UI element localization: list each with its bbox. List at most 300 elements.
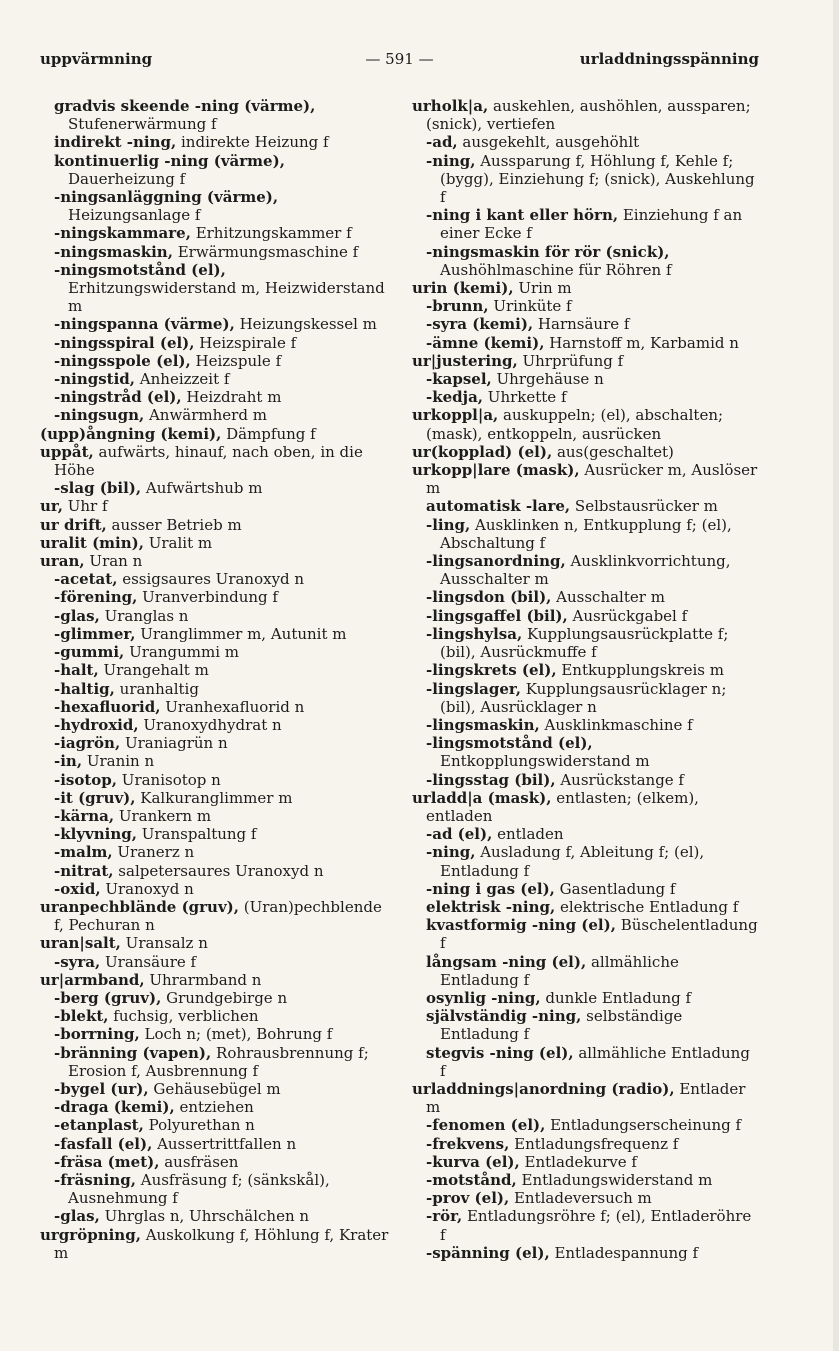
entry-headword: -brunn, bbox=[426, 297, 489, 316]
dictionary-entry bbox=[40, 771, 395, 789]
entry-headword: -malm, bbox=[54, 843, 113, 862]
entry-headword: -lingshylsa, bbox=[426, 624, 523, 643]
dictionary-entry bbox=[412, 734, 759, 770]
entry-translation: Uraniagrün n bbox=[120, 734, 228, 753]
entry-translation: auskehlen, aushöhlen, aussparen; (snick), vertiefen bbox=[426, 97, 751, 134]
entry-headword: -fräsa (met), bbox=[54, 1152, 160, 1171]
entry-translation: Uranoxyd n bbox=[100, 879, 194, 898]
entry-headword: självständig -ning, bbox=[426, 1007, 582, 1026]
entry-translation: Erhitzungskammer f bbox=[190, 224, 352, 243]
dictionary-entry bbox=[40, 862, 395, 880]
entry-translation: Ausschalter m bbox=[551, 588, 665, 607]
entry-headword: -ad, bbox=[426, 133, 458, 152]
entry-headword: ur|armband, bbox=[40, 970, 145, 989]
dictionary-entry bbox=[412, 133, 759, 151]
entry-headword: -bränning (vapen), bbox=[54, 1043, 212, 1062]
entry-headword: -fräsning, bbox=[54, 1170, 136, 1189]
entry-translation: allmähliche Entladung f bbox=[440, 952, 679, 989]
entry-translation: Uhrkette f bbox=[483, 388, 567, 407]
entry-translation: Heizspule f bbox=[190, 351, 282, 370]
entry-headword: -hexafluorid, bbox=[54, 697, 161, 716]
entry-translation: Harnstoff m, Karbamid n bbox=[544, 333, 739, 352]
entry-headword: -förening, bbox=[54, 588, 138, 607]
dictionary-entry bbox=[40, 552, 395, 570]
entry-headword: -ningsmaskin, bbox=[54, 242, 173, 261]
entry-headword: urladdnings|anordning (radio), bbox=[412, 1079, 675, 1098]
entry-translation: Uranglas n bbox=[99, 606, 189, 625]
dictionary-entry bbox=[40, 698, 395, 716]
entry-headword: uranpechblände (gruv), bbox=[40, 897, 239, 916]
entry-translation: selbständige Entladung f bbox=[440, 1007, 683, 1044]
entry-translation: auskuppeln; (el), abschalten; (mask), entkoppeln, ausrücken bbox=[426, 406, 724, 443]
entry-translation: entlasten; (elkem), entladen bbox=[426, 788, 699, 825]
entry-translation: ausser Betrieb m bbox=[106, 515, 242, 534]
dictionary-entry bbox=[412, 552, 759, 588]
entry-headword: osynlig -ning, bbox=[426, 988, 541, 1007]
entry-translation: Auskolkung f, Höhlung f, Krater m bbox=[54, 1225, 389, 1262]
entry-headword: -ningstråd (el), bbox=[54, 388, 182, 407]
dictionary-entry bbox=[40, 607, 395, 625]
entry-headword: -ning i kant eller hörn, bbox=[426, 206, 619, 225]
entry-headword: -etanplast, bbox=[54, 1116, 144, 1135]
entry-translation: Heizungsanlage f bbox=[68, 206, 201, 225]
page-header bbox=[40, 50, 759, 74]
entry-translation: Kupplungsausrücklager n; (bil), Ausrücklager n bbox=[440, 679, 727, 716]
entry-translation: Ausfräsung f; (sänkskål), Ausnehmung f bbox=[68, 1170, 330, 1208]
dictionary-entry bbox=[40, 315, 395, 333]
dictionary-entry bbox=[412, 680, 759, 716]
entry-headword: -ningstid, bbox=[54, 370, 136, 389]
dictionary-entry bbox=[40, 334, 395, 352]
dictionary-entry bbox=[412, 588, 759, 606]
entry-headword: -isotop, bbox=[54, 770, 118, 789]
entry-headword: -borrning, bbox=[54, 1025, 140, 1044]
page-edge bbox=[833, 0, 839, 1351]
dictionary-entry bbox=[40, 516, 395, 534]
entry-headword: urkopp|lare (mask), bbox=[412, 461, 580, 480]
entry-headword: urkoppl|a, bbox=[412, 406, 499, 425]
entry-headword: -ling, bbox=[426, 515, 471, 534]
dictionary-entry bbox=[40, 716, 395, 734]
dictionary-entry bbox=[40, 1098, 395, 1116]
entry-headword: uran|salt, bbox=[40, 934, 121, 953]
entry-translation: Entladespannung f bbox=[549, 1243, 699, 1262]
dictionary-entry bbox=[412, 1171, 759, 1189]
dictionary-entry bbox=[412, 898, 759, 916]
dictionary-entry bbox=[412, 789, 759, 825]
entry-translation: Uhrprüfung f bbox=[517, 351, 624, 370]
dictionary-entry bbox=[40, 1153, 395, 1171]
entry-translation: Uranerz n bbox=[112, 843, 195, 862]
entry-translation: Ausklinken n, Entkupplung f; (el), Abschaltung f bbox=[440, 515, 732, 552]
dictionary-entry bbox=[412, 1189, 759, 1207]
entry-translation: Entkupplungskreis m bbox=[556, 661, 724, 680]
dictionary-entry bbox=[40, 1080, 395, 1098]
dictionary-entry bbox=[40, 1116, 395, 1134]
entry-translation: Ausklinkvorrichtung, Ausschalter m bbox=[440, 552, 731, 589]
dictionary-entry bbox=[40, 261, 395, 316]
dictionary-entry bbox=[412, 1044, 759, 1080]
entry-translation: Uhr f bbox=[62, 497, 108, 516]
right-column bbox=[412, 97, 759, 1262]
entry-headword: -ning, bbox=[426, 843, 476, 862]
entry-translation: Uransalz n bbox=[120, 934, 208, 953]
entry-headword: uppåt, bbox=[40, 442, 94, 461]
entry-translation: Stufenerwärmung f bbox=[68, 115, 217, 134]
entry-headword: -lingslager, bbox=[426, 679, 521, 698]
entry-translation: aus(geschaltet) bbox=[552, 442, 674, 461]
entry-translation: Uransäure f bbox=[100, 952, 197, 971]
entry-translation: Uranisotop n bbox=[117, 770, 221, 789]
entry-headword: -kapsel, bbox=[426, 370, 492, 389]
dictionary-entry bbox=[40, 1044, 395, 1080]
dictionary-entry bbox=[412, 297, 759, 315]
entry-headword: -gummi, bbox=[54, 643, 125, 662]
dictionary-entry bbox=[40, 1025, 395, 1043]
entry-translation: Loch n; (met), Bohrung f bbox=[139, 1025, 333, 1044]
dictionary-entry bbox=[412, 461, 759, 497]
dictionary-entry bbox=[40, 570, 395, 588]
dictionary-entry bbox=[40, 443, 395, 479]
entry-headword: -ningsmaskin för rör (snick), bbox=[426, 242, 670, 261]
entry-headword: -lingsstag (bil), bbox=[426, 770, 556, 789]
header-left-guideword: uppvärmning bbox=[40, 50, 153, 68]
entry-headword: elektrisk -ning, bbox=[426, 897, 556, 916]
dictionary-entry bbox=[40, 1207, 395, 1225]
entry-headword: -ningsugn, bbox=[54, 406, 145, 425]
entry-translation: Entladeversuch m bbox=[509, 1189, 652, 1208]
entry-headword: -glimmer, bbox=[54, 624, 136, 643]
header-right-guideword: urladdningsspänning bbox=[579, 50, 759, 68]
entry-headword: gradvis skeende -ning (värme), bbox=[54, 97, 316, 115]
entry-translation: ausgekehlt, ausgehöhlt bbox=[457, 133, 640, 152]
dictionary-entry bbox=[40, 370, 395, 388]
dictionary-entry bbox=[412, 843, 759, 879]
entry-headword: stegvis -ning (el), bbox=[426, 1043, 574, 1062]
entry-translation: Gasentladung f bbox=[554, 879, 676, 898]
entry-headword: -oxid, bbox=[54, 879, 101, 898]
dictionary-entry bbox=[412, 516, 759, 552]
entry-headword: ur(kopplad) (el), bbox=[412, 442, 553, 461]
entry-headword: -ningskammare, bbox=[54, 224, 191, 243]
entry-translation: Uranverbindung f bbox=[137, 588, 278, 607]
entry-headword: -ningsspiral (el), bbox=[54, 333, 195, 352]
entry-headword: -in, bbox=[54, 752, 83, 771]
dictionary-entry bbox=[412, 1007, 759, 1043]
entry-translation: Uralit m bbox=[143, 533, 213, 552]
entry-translation: Ausrückstange f bbox=[555, 770, 684, 789]
entry-translation: Harnsäure f bbox=[533, 315, 630, 334]
entry-translation: Einziehung f an einer Ecke f bbox=[440, 206, 743, 243]
entry-translation: Aussparung f, Höhlung f, Kehle f; (bygg), Einziehung f; (snick), Auskehlung f bbox=[440, 151, 755, 207]
entry-headword: -syra, bbox=[54, 952, 101, 971]
entry-translation: essigsaures Uranoxyd n bbox=[117, 570, 305, 589]
entry-translation: Entladekurve f bbox=[519, 1152, 637, 1171]
dictionary-entry bbox=[40, 934, 395, 952]
dictionary-entry bbox=[412, 953, 759, 989]
dictionary-entry bbox=[40, 898, 395, 934]
dictionary-entry bbox=[40, 989, 395, 1007]
entry-headword: uran, bbox=[40, 552, 85, 571]
entry-translation: Heizspirale f bbox=[194, 333, 297, 352]
entry-translation: Anheizzeit f bbox=[135, 370, 230, 389]
entry-translation: fuchsig, verblichen bbox=[108, 1007, 259, 1026]
entry-headword: -spänning (el), bbox=[426, 1243, 550, 1262]
entry-translation: Kupplungsausrückplatte f; (bil), Ausrückmuffe f bbox=[440, 624, 729, 662]
entry-headword: -draga (kemi), bbox=[54, 1098, 175, 1117]
entry-headword: -ämne (kemi), bbox=[426, 333, 545, 352]
dictionary-entry bbox=[40, 953, 395, 971]
entry-headword: automatisk -lare, bbox=[426, 497, 571, 516]
entry-headword: urholk|a, bbox=[412, 97, 489, 115]
entry-headword: -motstånd, bbox=[426, 1170, 517, 1189]
entry-translation: Ausklinkmaschine f bbox=[539, 715, 693, 734]
entry-translation: Dämpfung f bbox=[221, 424, 316, 443]
entry-headword: -glas, bbox=[54, 606, 100, 625]
dictionary-entry bbox=[40, 680, 395, 698]
entry-translation: elektrische Entladung f bbox=[555, 897, 739, 916]
dictionary-entry bbox=[40, 971, 395, 989]
entry-translation: Urangehalt m bbox=[98, 661, 209, 680]
entry-translation: dunkle Entladung f bbox=[540, 988, 692, 1007]
entry-headword: -prov (el), bbox=[426, 1189, 510, 1208]
entry-translation: Uhrgehäuse n bbox=[491, 370, 604, 389]
entry-headword: -slag (bil), bbox=[54, 479, 142, 498]
entry-headword: -berg (gruv), bbox=[54, 988, 162, 1007]
entry-translation: Entlader m bbox=[426, 1079, 746, 1117]
dictionary-entry bbox=[412, 243, 759, 279]
entry-translation: Entladungswiderstand m bbox=[516, 1170, 713, 1189]
entry-headword: -haltig, bbox=[54, 679, 115, 698]
entry-headword: -ningsanläggning (värme), bbox=[54, 188, 279, 207]
dictionary-entry bbox=[412, 443, 759, 461]
entry-headword: -fasfall (el), bbox=[54, 1134, 153, 1153]
entry-translation: Urin m bbox=[513, 279, 572, 298]
dictionary-entry bbox=[40, 843, 395, 861]
entry-headword: -ad (el), bbox=[426, 825, 493, 844]
dictionary-entry bbox=[40, 1171, 395, 1207]
dictionary-entry bbox=[40, 807, 395, 825]
entry-translation: Uran n bbox=[84, 552, 143, 571]
entry-headword: -ningspanna (värme), bbox=[54, 315, 235, 334]
dictionary-entry bbox=[40, 825, 395, 843]
entry-headword: kvastformig -ning (el), bbox=[426, 916, 616, 935]
entry-translation: Uranoxydhydrat n bbox=[138, 715, 282, 734]
entry-translation: Büschelentladung f bbox=[440, 916, 758, 953]
entry-headword: -kärna, bbox=[54, 806, 115, 825]
entry-translation: Uranhexafluorid n bbox=[160, 697, 305, 716]
entry-headword: urladd|a (mask), bbox=[412, 788, 552, 807]
entry-translation: Gehäusebügel m bbox=[148, 1079, 281, 1098]
entry-headword: -glas, bbox=[54, 1207, 100, 1226]
dictionary-entry bbox=[412, 1153, 759, 1171]
dictionary-entry bbox=[40, 388, 395, 406]
entry-translation: Uhrarmband n bbox=[144, 970, 262, 989]
entry-headword: -kedja, bbox=[426, 388, 484, 407]
entry-headword: långsam -ning (el), bbox=[426, 952, 587, 971]
dictionary-entry bbox=[412, 1244, 759, 1262]
dictionary-entry bbox=[412, 880, 759, 898]
dictionary-entry bbox=[40, 224, 395, 242]
entry-headword: indirekt -ning, bbox=[54, 133, 177, 152]
entry-headword: -blekt, bbox=[54, 1007, 109, 1026]
entry-headword: -bygel (ur), bbox=[54, 1079, 149, 1098]
dictionary-entry bbox=[40, 752, 395, 770]
entry-headword: -rör, bbox=[426, 1207, 463, 1226]
entry-translation: Aussertrittfallen n bbox=[152, 1134, 297, 1153]
dictionary-entry bbox=[412, 661, 759, 679]
dictionary-entry bbox=[412, 97, 759, 133]
dictionary-entry bbox=[40, 133, 395, 151]
entry-headword: -lingsgaffel (bil), bbox=[426, 606, 568, 625]
page-number: — 591 — bbox=[365, 50, 434, 68]
entry-translation: Rohrausbrennung f; Erosion f, Ausbrennung f bbox=[68, 1043, 369, 1080]
dictionary-entry bbox=[40, 661, 395, 679]
dictionary-entry bbox=[40, 588, 395, 606]
entry-translation: Entladungsröhre f; (el), Entladeröhre f bbox=[440, 1207, 752, 1244]
entry-headword: ur|justering, bbox=[412, 351, 518, 370]
entry-translation: Kalkuranglimmer m bbox=[135, 788, 293, 807]
entry-translation: Dauerheizung f bbox=[68, 169, 186, 188]
entry-translation: allmähliche Entladung f bbox=[440, 1043, 750, 1080]
dictionary-entry bbox=[412, 497, 759, 515]
entry-translation: Erhitzungswiderstand m, Heizwiderstand m bbox=[68, 279, 385, 316]
entry-headword: -halt, bbox=[54, 661, 99, 680]
entry-translation: entziehen bbox=[174, 1098, 254, 1117]
entry-headword: uralit (min), bbox=[40, 533, 144, 552]
entry-headword: -fenomen (el), bbox=[426, 1116, 546, 1135]
entry-translation: Aufwärtshub m bbox=[141, 479, 263, 498]
dictionary-entry bbox=[40, 625, 395, 643]
entry-headword: (upp)ångning (kemi), bbox=[40, 424, 222, 443]
entry-headword: -ning i gas (el), bbox=[426, 879, 555, 898]
entry-headword: -ningsspole (el), bbox=[54, 351, 191, 370]
entry-translation: Uhrglas n, Uhrschälchen n bbox=[99, 1207, 310, 1226]
entry-translation: Heizungskessel m bbox=[234, 315, 377, 334]
entry-translation: Entladungserscheinung f bbox=[545, 1116, 742, 1135]
dictionary-entry bbox=[40, 1135, 395, 1153]
entry-translation: Entkopplungswiderstand m bbox=[440, 752, 650, 771]
entry-headword: -lingsmotstånd (el), bbox=[426, 734, 593, 753]
dictionary-entry bbox=[412, 1116, 759, 1134]
entry-translation: ausfräsen bbox=[159, 1152, 239, 1171]
entry-translation: entladen bbox=[492, 825, 564, 844]
dictionary-entry bbox=[412, 916, 759, 952]
dictionary-entry bbox=[412, 315, 759, 333]
entry-headword: -lingskrets (el), bbox=[426, 661, 557, 680]
dictionary-entry bbox=[40, 643, 395, 661]
entry-translation: Heizdraht m bbox=[181, 388, 282, 407]
entry-headword: -klyvning, bbox=[54, 825, 137, 844]
dictionary-entry bbox=[412, 1207, 759, 1243]
entry-headword: -acetat, bbox=[54, 570, 118, 589]
entry-headword: ur drift, bbox=[40, 515, 107, 534]
dictionary-entry bbox=[412, 989, 759, 1007]
dictionary-entry bbox=[40, 406, 395, 424]
dictionary-entry bbox=[40, 97, 395, 133]
entry-translation: Urinküte f bbox=[488, 297, 572, 316]
entry-headword: -kurva (el), bbox=[426, 1152, 520, 1171]
dictionary-entry bbox=[40, 425, 395, 443]
dictionary-entry bbox=[412, 1080, 759, 1116]
entry-translation: Ausrückgabel f bbox=[567, 606, 688, 625]
left-column bbox=[40, 97, 395, 1262]
entry-headword: -lingsanordning, bbox=[426, 552, 566, 571]
entry-headword: kontinuerlig -ning (värme), bbox=[54, 151, 285, 170]
entry-headword: urgröpning, bbox=[40, 1225, 141, 1244]
entry-headword: urin (kemi), bbox=[412, 279, 514, 298]
entry-headword: -lingsmaskin, bbox=[426, 715, 540, 734]
entry-translation: Entladungsfrequenz f bbox=[509, 1134, 679, 1153]
dictionary-entry bbox=[412, 279, 759, 297]
entry-headword: -ning, bbox=[426, 151, 476, 170]
entry-headword: -it (gruv), bbox=[54, 788, 136, 807]
entry-headword: -hydroxid, bbox=[54, 715, 139, 734]
entry-translation: Anwärmherd m bbox=[144, 406, 267, 425]
entry-translation: Uranspaltung f bbox=[136, 825, 257, 844]
entry-translation: Urangummi m bbox=[124, 643, 239, 662]
dictionary-entry bbox=[40, 1226, 395, 1262]
dictionary-entry bbox=[412, 388, 759, 406]
dictionary-entry bbox=[40, 152, 395, 188]
dictionary-entry bbox=[412, 607, 759, 625]
entry-translation: indirekte Heizung f bbox=[176, 133, 329, 152]
dictionary-entry bbox=[40, 479, 395, 497]
dictionary-entry bbox=[40, 880, 395, 898]
dictionary-entry bbox=[412, 152, 759, 207]
dictionary-entry bbox=[412, 825, 759, 843]
dictionary-entry bbox=[40, 497, 395, 515]
dictionary-entry bbox=[412, 206, 759, 242]
entry-translation: aufwärts, hinauf, nach oben, in die Höhe bbox=[54, 442, 363, 480]
dictionary-entry bbox=[412, 1135, 759, 1153]
dictionary-entry bbox=[412, 352, 759, 370]
entry-headword: -iagrön, bbox=[54, 734, 121, 753]
dictionary-entry bbox=[40, 789, 395, 807]
dictionary-entry bbox=[40, 188, 395, 224]
entry-headword: -lingsdon (bil), bbox=[426, 588, 552, 607]
entry-headword: ur, bbox=[40, 497, 63, 516]
entry-translation: Aushöhlmaschine für Röhren f bbox=[440, 260, 672, 279]
dictionary-entry bbox=[412, 771, 759, 789]
dictionary-entry bbox=[40, 352, 395, 370]
entry-translation: uranhaltig bbox=[114, 679, 199, 698]
entry-headword: -ningsmotstånd (el), bbox=[54, 260, 226, 279]
dictionary-entry bbox=[412, 370, 759, 388]
entry-translation: Uranglimmer m, Autunit m bbox=[135, 624, 347, 643]
entry-translation: Polyurethan n bbox=[143, 1116, 255, 1135]
dictionary-entry bbox=[40, 1007, 395, 1025]
entry-translation: Ausrücker m, Auslöser m bbox=[426, 461, 758, 498]
entry-headword: -nitrat, bbox=[54, 861, 114, 880]
dictionary-entry bbox=[412, 716, 759, 734]
dictionary-entry bbox=[40, 243, 395, 261]
dictionary-entry bbox=[412, 334, 759, 352]
dictionary-entry bbox=[412, 625, 759, 661]
entry-translation: Uranin n bbox=[82, 752, 155, 771]
entry-headword: -frekvens, bbox=[426, 1134, 510, 1153]
entry-translation: Ausladung f, Ableitung f; (el), Entladung f bbox=[440, 843, 705, 880]
dictionary-entry bbox=[40, 534, 395, 552]
entry-translation: Selbstausrücker m bbox=[570, 497, 718, 516]
entry-translation: Urankern m bbox=[114, 806, 212, 825]
entry-translation: (Uran)pechblende f, Pechuran n bbox=[54, 897, 382, 935]
dictionary-entry bbox=[412, 406, 759, 442]
entry-translation: Erwärmungsmaschine f bbox=[172, 242, 359, 261]
entry-headword: -syra (kemi), bbox=[426, 315, 534, 334]
entry-translation: Grundgebirge n bbox=[161, 988, 288, 1007]
entry-translation: salpetersaures Uranoxyd n bbox=[113, 861, 324, 880]
